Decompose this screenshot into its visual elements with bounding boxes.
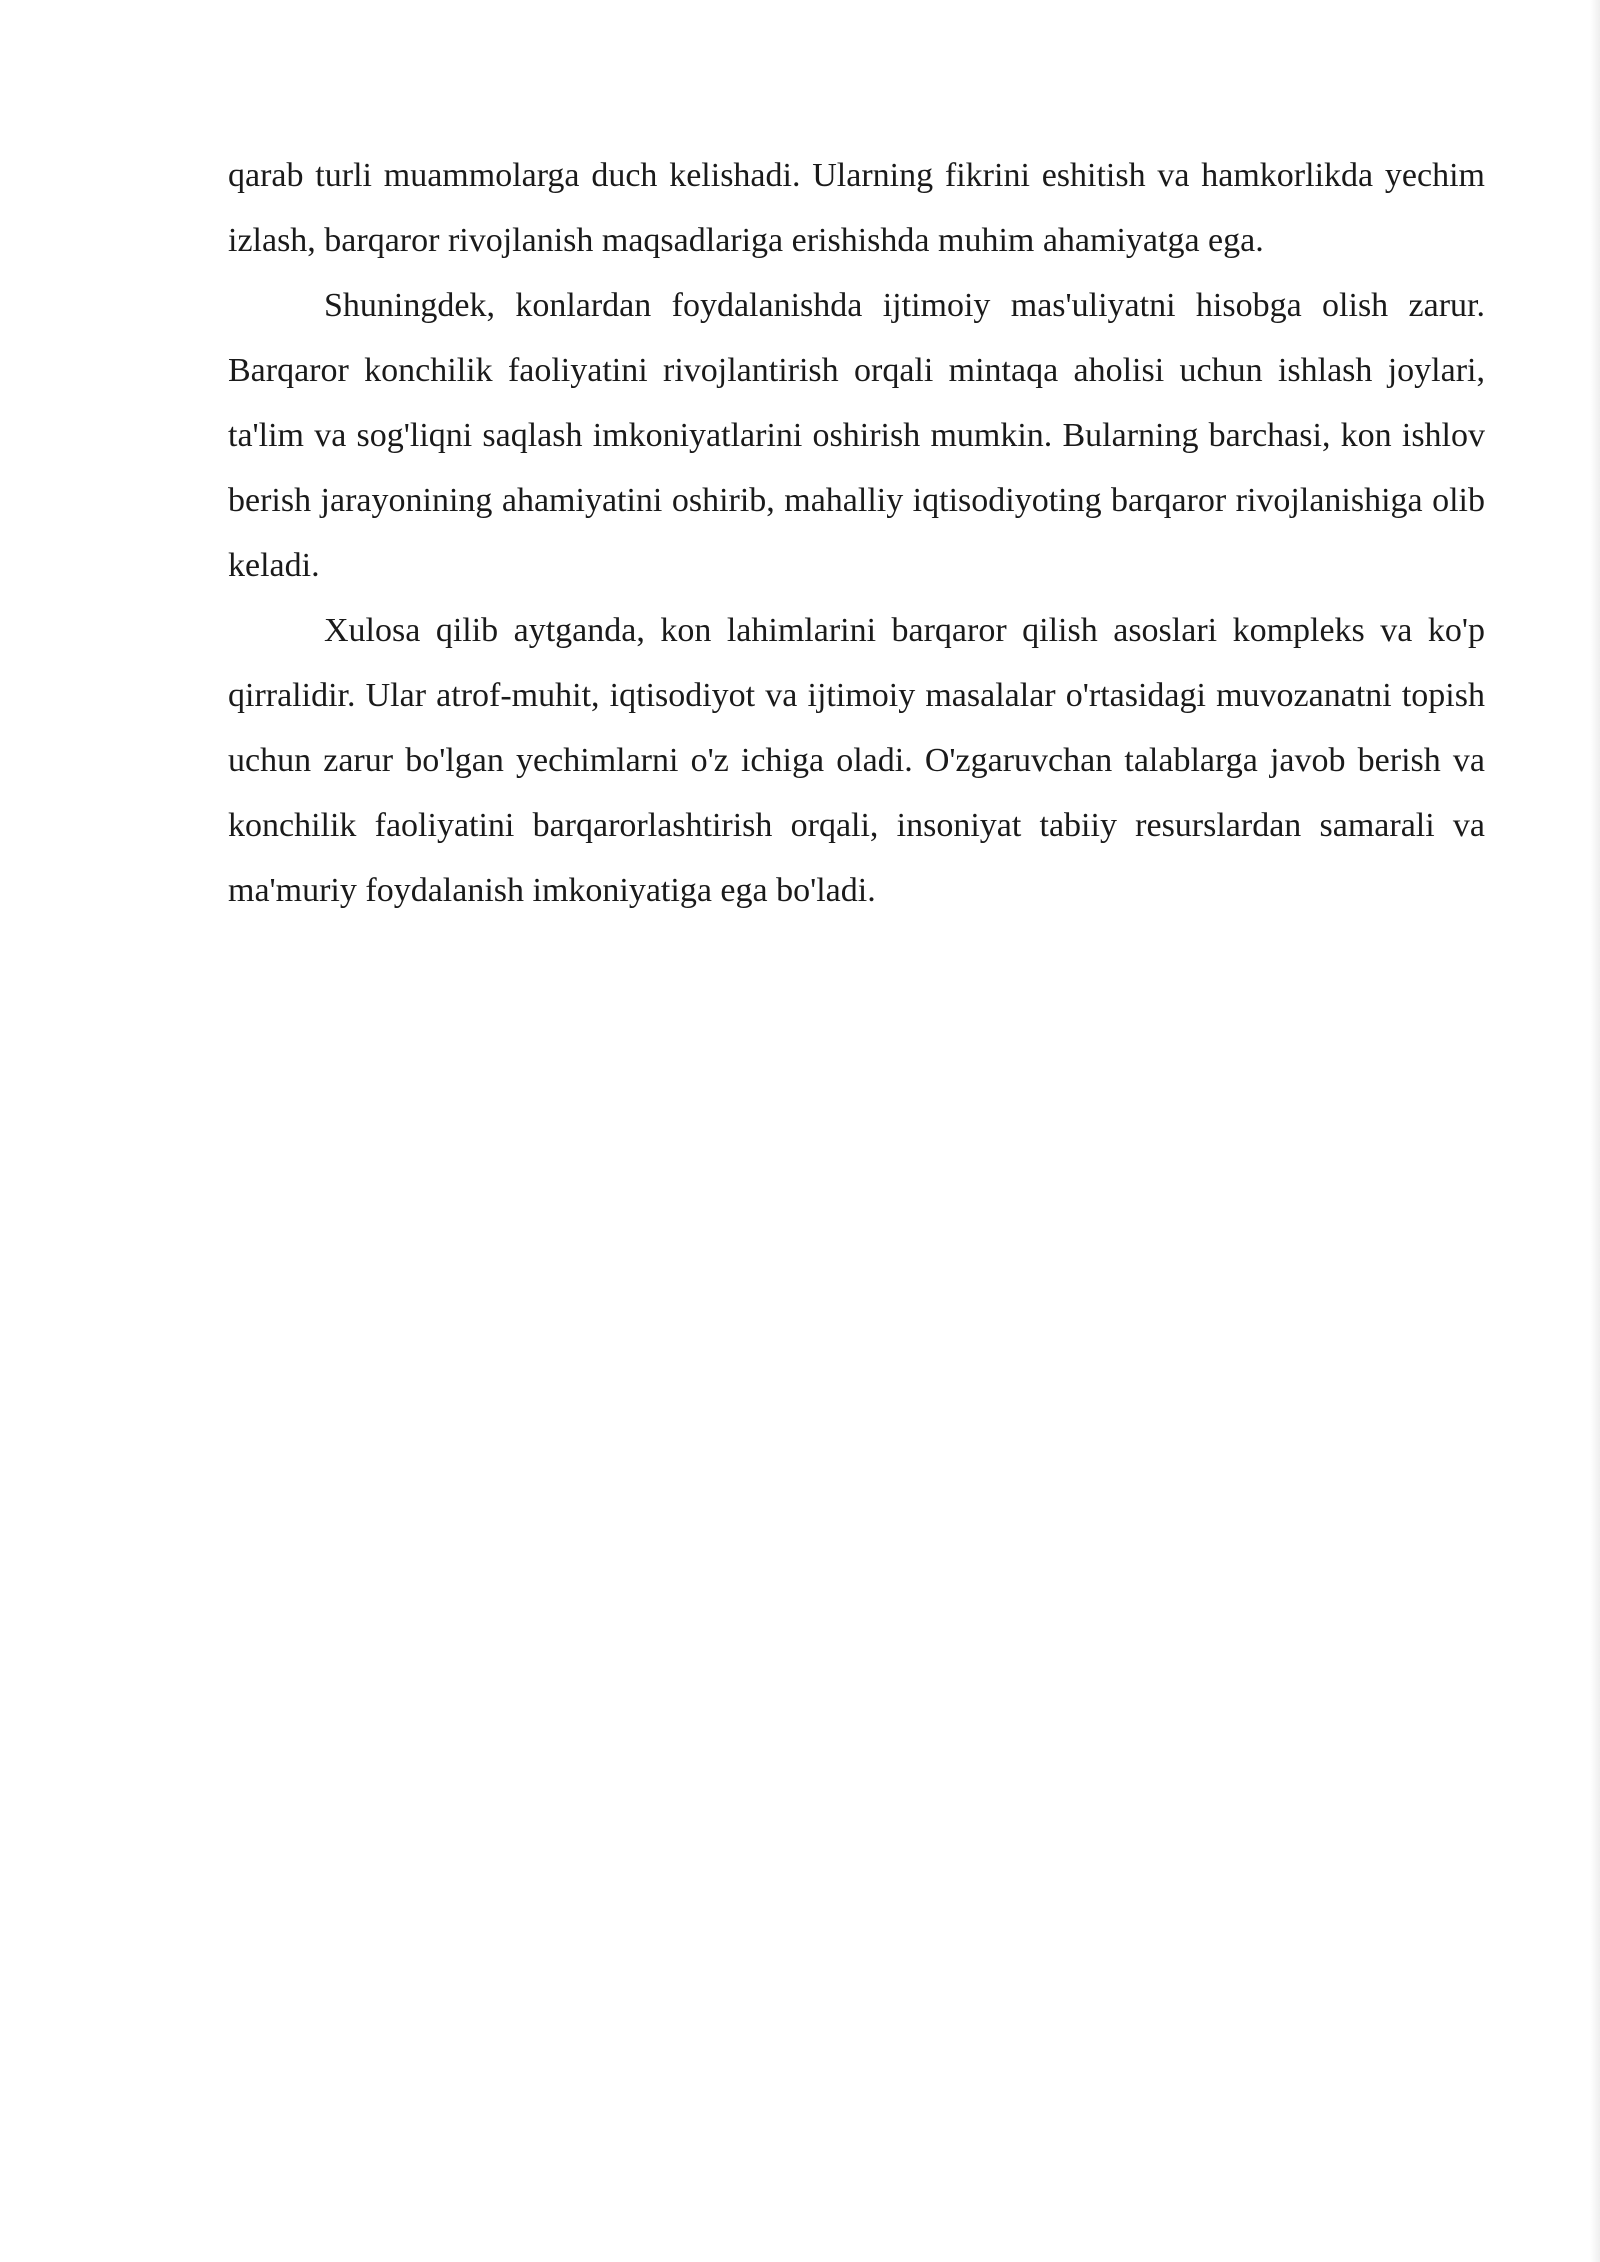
page-edge-shadow	[1590, 0, 1600, 2262]
paragraph-continuation: qarab turli muammolarga duch kelishadi. Ularning fikrini eshitish va hamkorlikda yechim izlash, barqaror rivojlanish maqsadlariga erishishda muhim ahamiyatga ega.	[228, 157, 1485, 259]
paragraph-conclusion: Xulosa qilib aytganda, kon lahimlarini barqaror qilish asoslari kompleks va ko'p qirralidir. Ular atrof-muhit, iqtisodiyot va ijtimoiy masalalar o'rtasidagi muvozanatni topish uchun zarur bo'lgan yechimlarni o'z ichiga oladi. O'zgaruvchan talablarga javob berish va konchilik faoliyatini barqarorlashtirish orqali, insoniyat tabiiy resurslardan samarali va ma'muriy foydalanish imkoniyatiga ega bo'ladi.	[228, 612, 1485, 909]
body-text	[228, 143, 1485, 923]
paragraph-social-responsibility: Shuningdek, konlardan foydalanishda ijtimoiy mas'uliyatni hisobga olish zarur. Barqaror konchilik faoliyatini rivojlantirish orqali mintaqa aholisi uchun ishlash joylari, ta'lim va sog'liqni saqlash imkoniyatlarini oshirish mumkin. Bularning barchasi, kon ishlov berish jarayonining ahamiyatini oshirib, mahalliy iqtisodiyoting barqaror rivojlanishiga olib keladi.	[228, 287, 1485, 584]
